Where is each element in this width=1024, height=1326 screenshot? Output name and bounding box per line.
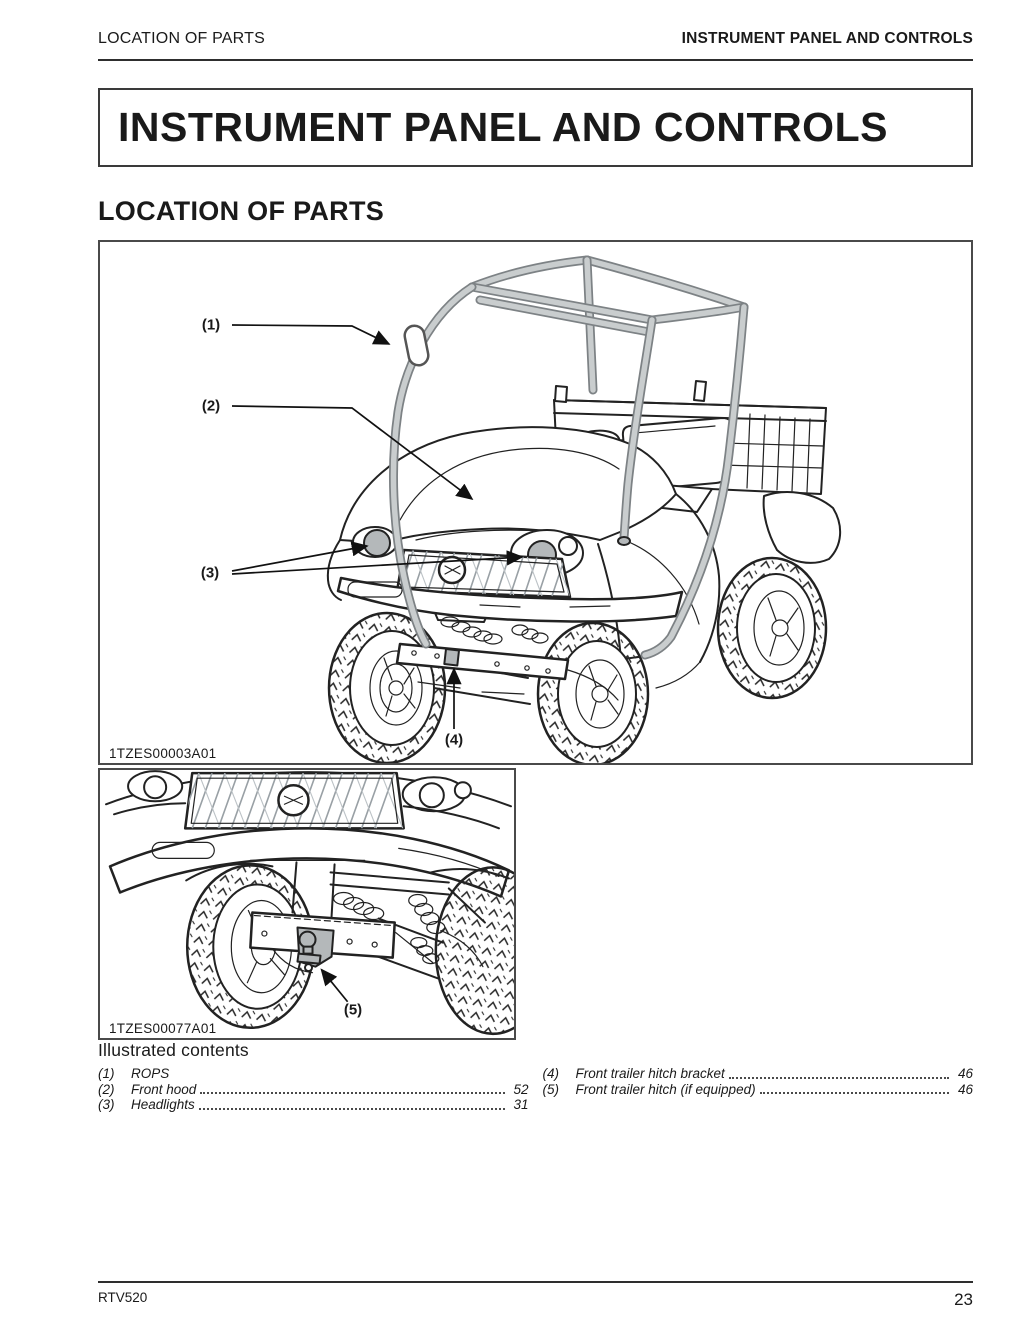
list-item xyxy=(543,1066,974,1082)
model-label: RTV520 xyxy=(98,1290,148,1305)
hitch-line-drawing xyxy=(100,770,514,1038)
list-item xyxy=(543,1082,974,1098)
callout-4-hitch-bracket: (4) xyxy=(444,731,464,749)
dot-leader xyxy=(760,1092,949,1094)
contents-left-column xyxy=(98,1066,529,1113)
item-label: Front hood xyxy=(131,1081,197,1097)
running-header xyxy=(98,30,973,61)
callout-3-headlights: (3) xyxy=(200,564,220,582)
figure-code-1: 1TZES00003A01 xyxy=(109,746,217,761)
item-label: Front trailer hitch bracket xyxy=(575,1066,725,1081)
dot-leader xyxy=(729,1077,949,1079)
callout-5-front-hitch: (5) xyxy=(343,1001,363,1019)
callout-2-front-hood: (2) xyxy=(201,397,221,415)
item-number: (5) xyxy=(542,1081,559,1097)
illustrated-contents xyxy=(98,1040,973,1113)
item-number: (3) xyxy=(98,1097,115,1112)
figure-vehicle-overview xyxy=(98,240,973,765)
contents-right-column xyxy=(543,1066,974,1113)
page-number: 23 xyxy=(954,1290,973,1309)
item-page-number: 46 xyxy=(957,1066,973,1081)
chapter-title-box xyxy=(98,88,973,167)
item-label: Headlights xyxy=(131,1097,195,1112)
figure-code-2: 1TZES00077A01 xyxy=(109,1021,217,1036)
item-number: (4) xyxy=(542,1066,559,1081)
section-heading: LOCATION OF PARTS xyxy=(98,196,385,226)
list-item xyxy=(98,1082,529,1098)
running-header-left: LOCATION OF PARTS xyxy=(98,30,265,47)
item-page-number: 31 xyxy=(513,1097,529,1112)
running-header-right: INSTRUMENT PANEL AND CONTROLS xyxy=(681,30,973,47)
vehicle-line-drawing xyxy=(100,242,971,763)
list-item xyxy=(98,1066,529,1082)
item-page-number: 52 xyxy=(513,1081,529,1097)
item-number: (1) xyxy=(98,1066,115,1081)
dot-leader xyxy=(200,1092,504,1094)
dot-leader xyxy=(199,1108,505,1110)
chapter-title: INSTRUMENT PANEL AND CONTROLS xyxy=(118,104,888,150)
item-number: (2) xyxy=(98,1081,115,1097)
figure-front-hitch-closeup xyxy=(98,768,516,1040)
contents-heading: Illustrated contents xyxy=(98,1040,249,1060)
item-label: ROPS xyxy=(131,1066,170,1081)
item-label: Front trailer hitch (if equipped) xyxy=(575,1081,756,1097)
callout-1-rops: (1) xyxy=(201,316,221,334)
page-footer xyxy=(98,1281,973,1310)
item-page-number: 46 xyxy=(957,1081,973,1097)
list-item xyxy=(98,1097,529,1113)
